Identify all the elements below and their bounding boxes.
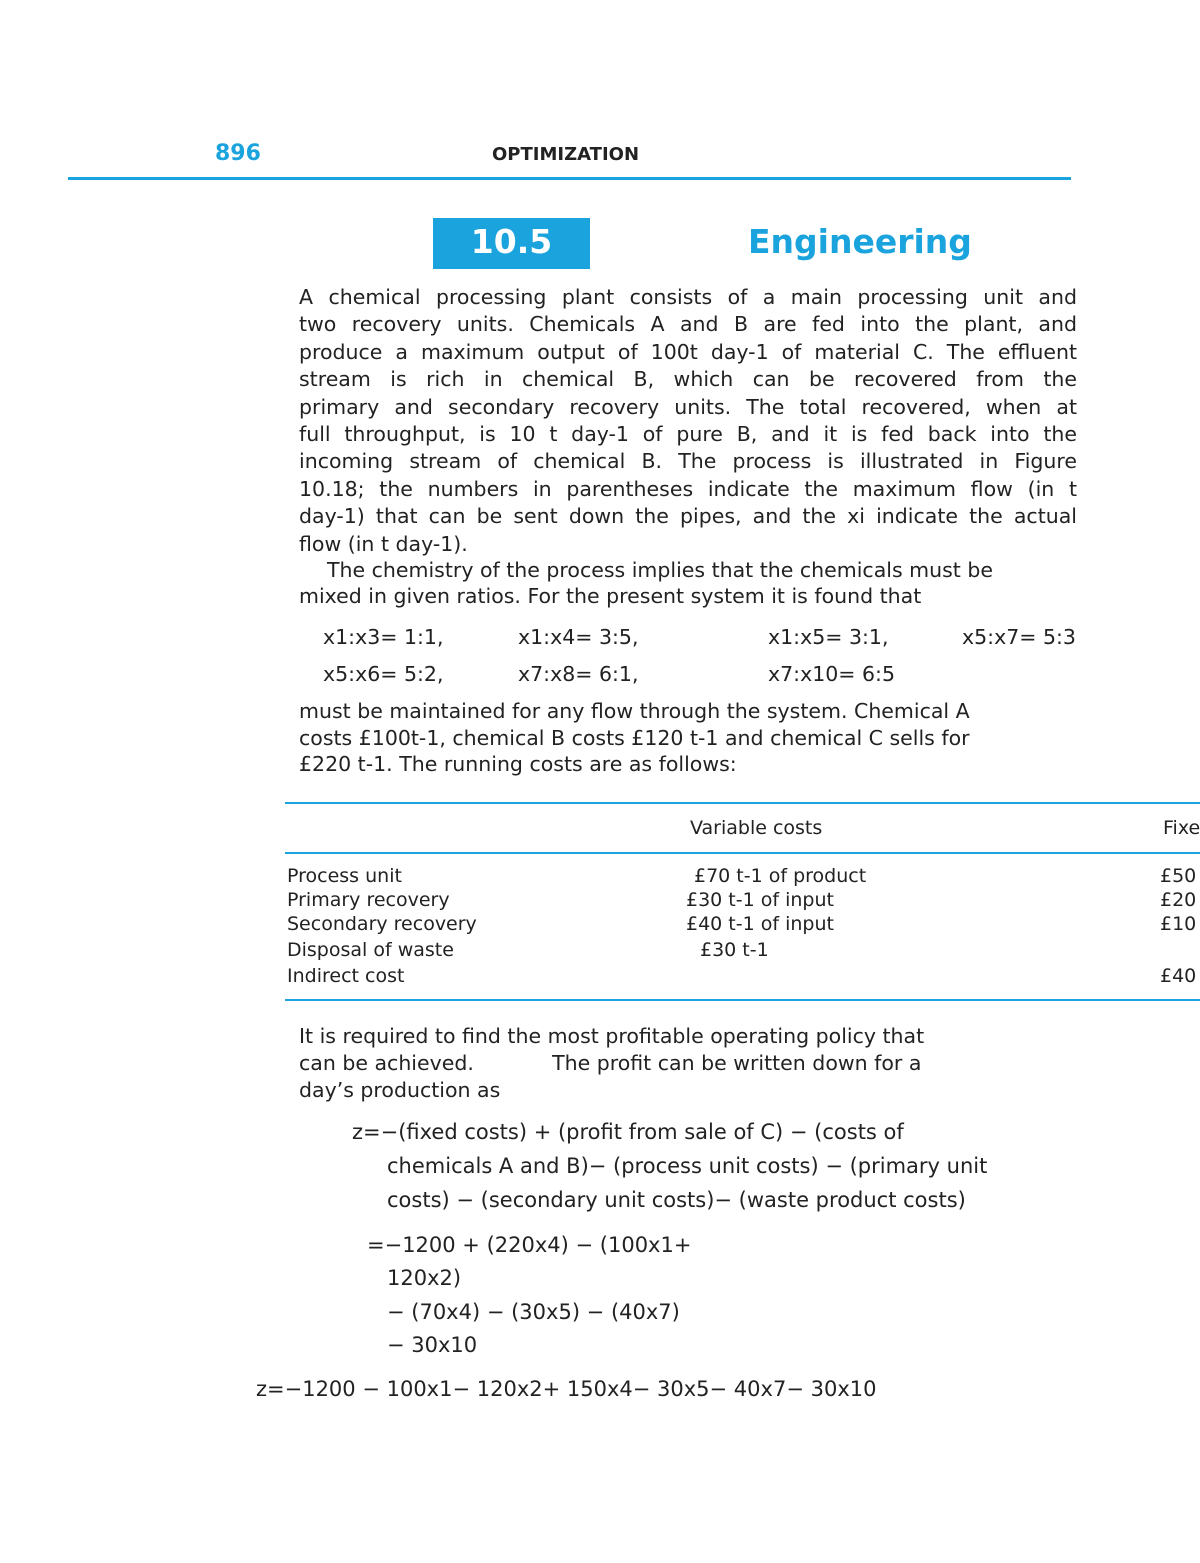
table-header-rule	[285, 852, 1200, 854]
table-row-variable: £70 t-1 of product	[694, 865, 867, 887]
page-number: 896	[215, 141, 261, 166]
text-line: two recovery units. Chemicals A and B are fed into the plant, and	[299, 312, 1077, 337]
text-line: The chemistry of the process implies that the chemicals must be	[327, 558, 993, 582]
table-row-fixed: £10	[1160, 913, 1197, 935]
ratio-x1-x5: x1:x5= 3:1,	[768, 625, 889, 649]
section-number: 10.5	[470, 222, 553, 261]
text-line: 10.18; the numbers in parentheses indicate the maximum flow (in t	[299, 476, 1077, 501]
chemistry-paragraph	[299, 557, 1077, 609]
table-row-fixed: £50	[1160, 865, 1197, 887]
table-row-label: Disposal of waste	[287, 939, 454, 961]
table-row-fixed: £40	[1160, 965, 1197, 987]
text-line: day-1) that can be sent down the pipes, and the xi indicate the actual	[299, 504, 1077, 529]
table-row-label: Indirect cost	[287, 965, 405, 987]
text-line: £220 t-1. The running costs are as follows:	[299, 752, 737, 776]
text-line: costs £100t-1, chemical B costs £120 t-1 and chemical C sells for	[299, 725, 970, 750]
text-line: stream is rich in chemical B, which can be recovered from the	[299, 367, 1077, 392]
ratio-x1-x4: x1:x4= 3:5,	[518, 625, 639, 649]
table-top-rule	[285, 802, 1200, 804]
text-line: incoming stream of chemical B. The process is illustrated in Figure	[299, 449, 1077, 474]
table-row-variable: £30 t-1	[700, 939, 769, 961]
table-row-fixed: £20	[1160, 889, 1197, 911]
text-line: mixed in given ratios. For the present system it is found that	[299, 584, 922, 608]
table-header-fixed-costs: Fixe	[1163, 817, 1200, 839]
ratio-x1-x3: x1:x3= 1:1,	[323, 625, 444, 649]
text-line: day’s production as	[299, 1078, 501, 1102]
text-line: produce a maximum output of 100t day-1 of material C. The effluent	[299, 339, 1077, 364]
equation-line: =−1200 + (220x4) − (100x1+	[367, 1233, 692, 1257]
table-row-label: Secondary recovery	[287, 913, 477, 935]
equation-line: − (70x4) − (30x5) − (40x7)	[387, 1300, 680, 1324]
intro-paragraph	[299, 284, 1077, 558]
text-line: must be maintained for any flow through the system. Chemical A	[299, 699, 970, 723]
profit-paragraph	[299, 1023, 999, 1104]
text-line: primary and secondary recovery units. The total recovered, when at	[299, 394, 1077, 419]
table-row-variable: £30 t-1 of input	[686, 889, 834, 911]
equation-line: chemicals A and B)− (process unit costs) − (primary unit	[387, 1154, 988, 1178]
equation-line: − 30x10	[387, 1333, 478, 1357]
table-bottom-rule	[285, 999, 1200, 1001]
ratio-x5-x7: x5:x7= 5:3	[962, 625, 1076, 649]
final-equation: z=−1200 − 100x1− 120x2+ 150x4− 30x5− 40x7− 30x10	[256, 1377, 877, 1401]
section-title: Engineering	[748, 222, 972, 261]
equation-line: costs) − (secondary unit costs)− (waste product costs)	[387, 1188, 966, 1212]
text-line: can be achieved. The profit can be written down for a	[299, 1051, 922, 1075]
ratio-x7-x10: x7:x10= 6:5	[768, 662, 895, 686]
ratio-x7-x8: x7:x8= 6:1,	[518, 662, 639, 686]
text-line: flow (in t day-1).	[299, 531, 468, 556]
table-row-variable: £40 t-1 of input	[686, 913, 834, 935]
table-header-variable-costs: Variable costs	[690, 817, 823, 839]
header-rule	[68, 177, 1071, 180]
text-line: It is required to find the most profitable operating policy that	[299, 1024, 925, 1048]
text-line: full throughput, is 10 t day-1 of pure B, and it is fed back into the	[299, 422, 1077, 447]
table-row-label: Primary recovery	[287, 889, 450, 911]
ratio-x5-x6: x5:x6= 5:2,	[323, 662, 444, 686]
equation-line: z=−(fixed costs) + (profit from sale of C) − (costs of	[352, 1120, 904, 1144]
running-title: OPTIMIZATION	[492, 144, 640, 165]
costs-paragraph	[299, 698, 1039, 778]
text-line: A chemical processing plant consists of a main processing unit and	[299, 285, 1077, 309]
table-row-label: Process unit	[287, 865, 402, 887]
equation-line: 120x2)	[387, 1266, 462, 1290]
